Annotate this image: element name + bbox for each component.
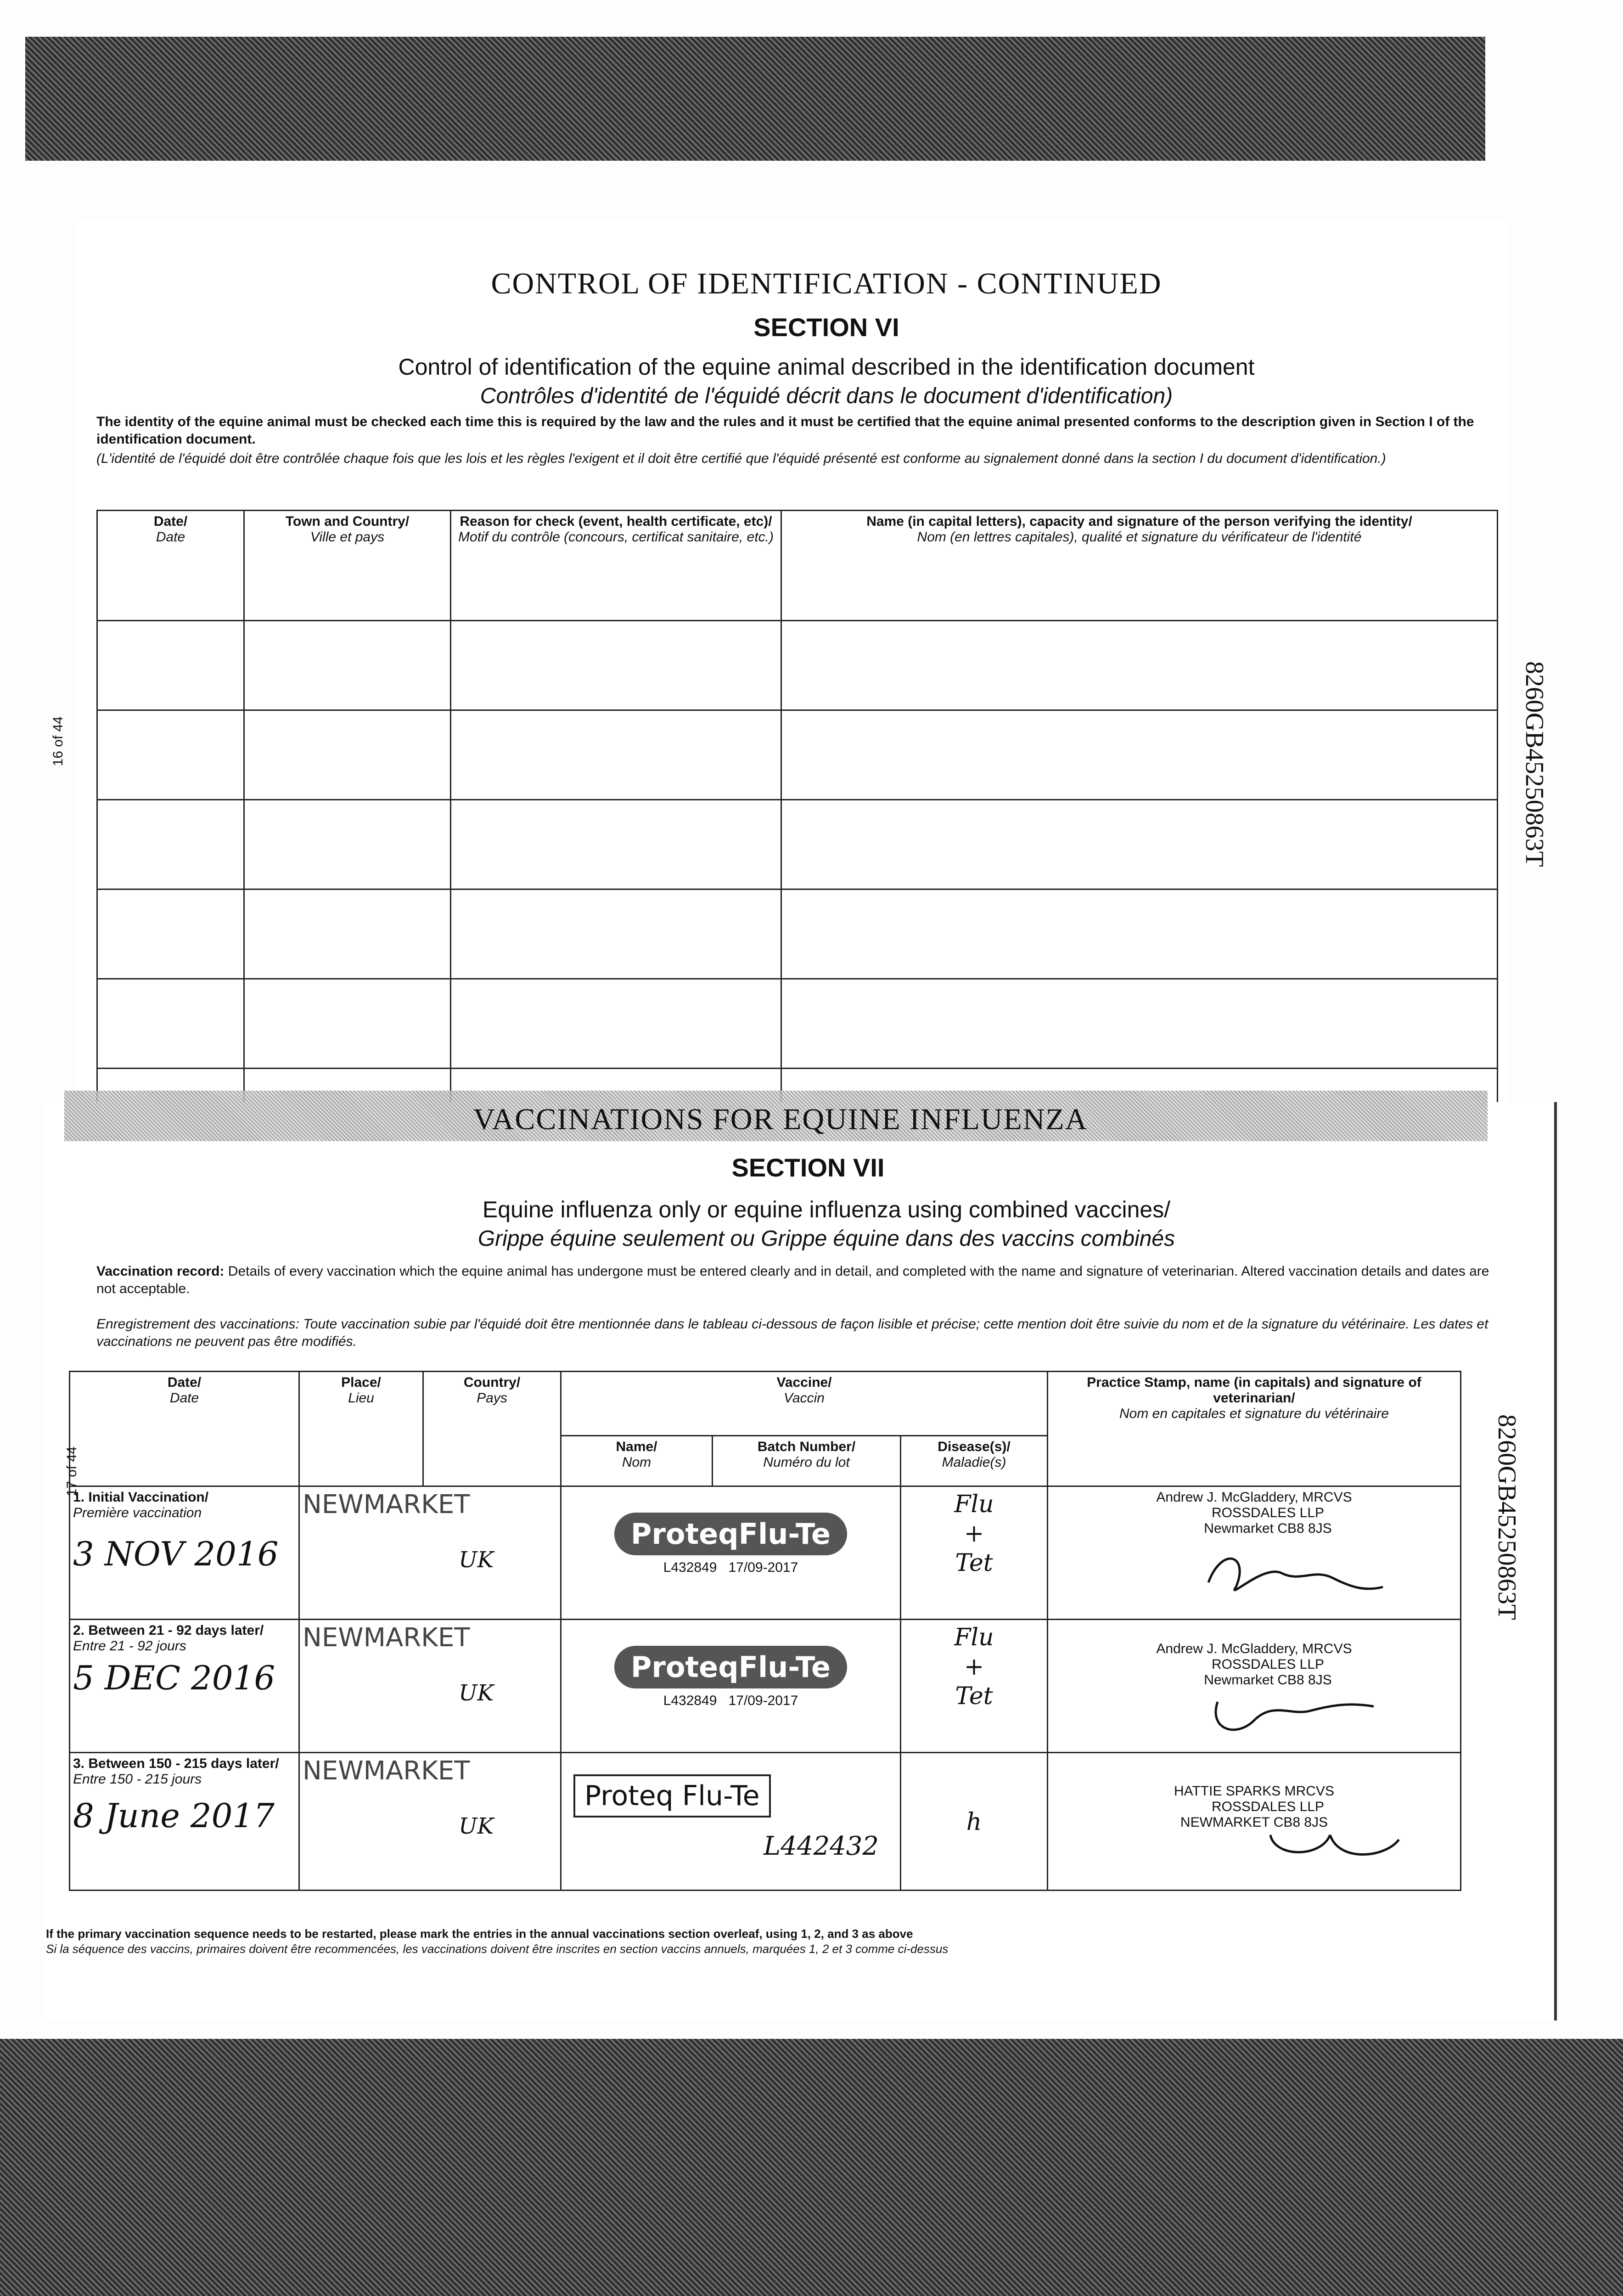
col-town-header: Town and Country/ Ville et pays (244, 511, 451, 621)
section7-record-fr: Enregistrement des vaccinations: Toute vaccination subie par l'équidé doit être mentionnée dans le tableau ci-dessous de façon lisible et précise; cette mention doit être suivie du nom et de la signature du vétérinaire. Les dates et vaccinations ne peuvent pas être modifiés. (96, 1317, 1488, 1349)
vaccine-cell (561, 1753, 901, 1891)
section6-instruction-en: The identity of the equine animal must be checked each time this is required by the law and the rules and it must be certified that the equine animal presented conforms to the description given in Section I of the identification document. (96, 414, 1474, 447)
vaccination-date: 3 NOV 2016 (73, 1535, 279, 1573)
row-label-fr: Entre 21 - 92 jours (73, 1638, 186, 1654)
vet-name: Andrew J. McGladdery, MRCVS (1156, 1490, 1352, 1505)
col-country-header: Country/ Pays (423, 1372, 561, 1486)
section7-subtitle-fr: Grippe équine seulement ou Grippe équine dans des vaccins combinés (477, 1227, 1175, 1251)
vaccine-cell (561, 1486, 901, 1620)
section7-record-en: Vaccination record: Details of every vaccination which the equine animal has undergone must be entered clearly and in detail, and completed with the name and signature of veterinarian. Altered vaccination details and dates are not acceptable. (96, 1264, 1489, 1296)
table-row (70, 1486, 1461, 1620)
country-handwritten: UK (459, 1813, 494, 1839)
table-row (97, 710, 1498, 800)
vet-stamp-cell (1048, 1620, 1461, 1753)
section7-footnote-en: If the primary vaccination sequence needs to be restarted, please mark the entries in the annual vaccinations section overleaf, using 1, 2, and 3 as above (46, 1927, 913, 1941)
vaccine-label-sticker: ProteqFlu-Te (564, 1513, 897, 1555)
col-place-header: Place/ Lieu (299, 1372, 423, 1486)
col-date-header: Date/ Date (97, 511, 244, 621)
section6-header: CONTROL OF IDENTIFICATION - CONTINUED (491, 267, 1162, 300)
row-label: 1. Initial Vaccination/ (73, 1490, 209, 1505)
table-row (97, 621, 1498, 710)
vet-place: NEWMARKET CB8 8JS (1180, 1815, 1328, 1830)
col-batch-header: Batch Number/ Numéro du lot (713, 1436, 901, 1486)
vaccination-date: 8 June 2017 (73, 1796, 275, 1835)
section7-header: VACCINATIONS FOR EQUINE INFLUENZA (473, 1103, 1088, 1136)
col-reason-header: Reason for check (event, health certificate, etc)/ Motif du contrôle (concours, certificat sanitaire, etc.) (451, 511, 781, 621)
vaccine-cell (561, 1620, 901, 1753)
disease-cell: Flu + Tet (901, 1620, 1048, 1753)
table-row (70, 1753, 1461, 1891)
row-label: 2. Between 21 - 92 days later/ (73, 1623, 264, 1638)
page-number-17: 17 of 44 (64, 1446, 79, 1497)
country-handwritten: UK (459, 1547, 494, 1573)
section7-table (69, 1371, 1461, 1891)
place-country-cell (299, 1486, 561, 1620)
vet-name: HATTIE SPARKS MRCVS (1174, 1784, 1334, 1799)
scan-shadow-bottom (0, 2039, 1623, 2296)
vet-place: Newmarket CB8 8JS (1204, 1521, 1332, 1536)
side-reference-code-2: 8260GB45250863T (1493, 1414, 1521, 1620)
vet-stamp-cell (1048, 1486, 1461, 1620)
vet-place: Newmarket CB8 8JS (1204, 1672, 1332, 1688)
place-stamp: NEWMARKET (303, 1490, 470, 1519)
scan-shadow-top (25, 37, 1485, 161)
place-country-cell (299, 1620, 561, 1753)
page-number-16: 16 of 44 (51, 716, 66, 766)
disease-cell: Flu + Tet (901, 1486, 1048, 1620)
signature (1117, 1536, 1392, 1601)
vet-stamp-cell (1048, 1753, 1461, 1891)
section6-table (96, 510, 1498, 1124)
col-vaccine-header: Vaccine/ Vaccin (561, 1372, 1048, 1436)
table-row (97, 979, 1498, 1069)
place-stamp: NEWMARKET (303, 1756, 470, 1786)
section7-label: SECTION VII (731, 1153, 885, 1182)
vet-practice: ROSSDALES LLP (1211, 1799, 1325, 1814)
section6-subtitle-fr: Contrôles d'identité de l'équidé décrit dans le document d'identification) (480, 384, 1173, 408)
row-label-fr: Première vaccination (73, 1505, 202, 1520)
row-label: 3. Between 150 - 215 days later/ (73, 1756, 279, 1771)
col-name-header: Name/ Nom (561, 1436, 713, 1486)
signature (1266, 1830, 1404, 1858)
col-verifier-header: Name (in capital letters), capacity and signature of the person verifying the identity/ Nom (en lettres capitales), qualité et signature du vérificateur de l'identité (781, 511, 1498, 621)
signature (1117, 1688, 1392, 1739)
col-disease-header: Disease(s)/ Maladie(s) (901, 1436, 1048, 1486)
vaccine-label-stamp: Proteq Flu-Te (564, 1774, 897, 1818)
section7-subtitle-en: Equine influenza only or equine influenza using combined vaccines/ (482, 1197, 1171, 1222)
batch-info: L432849 17/09-2017 (663, 1693, 798, 1708)
side-reference-code: 8260GB45250863T (1520, 661, 1549, 867)
section6-label: SECTION VI (753, 313, 899, 342)
table-row (97, 800, 1498, 889)
col-date-header: Date/ Date (70, 1372, 299, 1486)
table-row (70, 1620, 1461, 1753)
country-handwritten: UK (459, 1680, 494, 1706)
batch-handwritten: L442432 (764, 1831, 879, 1861)
batch-info: L432849 17/09-2017 (663, 1560, 798, 1575)
section7-footnote-fr: Si la séquence des vaccins, primaires doivent être recommencées, les vaccinations doivent être inscrites en section vaccins annuels, marquées 1, 2 et 3 comme ci-dessus (46, 1942, 949, 1956)
vaccination-date-cell (70, 1620, 299, 1753)
table-row (97, 889, 1498, 979)
section6-instruction-fr: (L'identité de l'équidé doit être contrôlée chaque fois que les lois et les règles l'exigent et il doit être certifié que l'équidé présenté est conforme au signalement donné dans la section I du document d'identification.) (96, 451, 1386, 466)
place-stamp: NEWMARKET (303, 1623, 470, 1653)
vaccination-date-cell (70, 1486, 299, 1620)
disease-cell: h (901, 1753, 1048, 1891)
vet-name: Andrew J. McGladdery, MRCVS (1156, 1641, 1352, 1656)
vaccine-label-sticker: ProteqFlu-Te (564, 1646, 897, 1688)
row-label-fr: Entre 150 - 215 jours (73, 1772, 202, 1787)
vaccination-date: 5 DEC 2016 (73, 1659, 275, 1697)
vaccination-date-cell (70, 1753, 299, 1891)
vet-practice: ROSSDALES LLP (1211, 1657, 1325, 1672)
col-vet-header: Practice Stamp, name (in capitals) and signature of veterinarian/ Nom en capitales et signature du vétérinaire (1048, 1372, 1461, 1486)
place-country-cell (299, 1753, 561, 1891)
vet-practice: ROSSDALES LLP (1211, 1505, 1325, 1520)
section6-subtitle-en: Control of identification of the equine animal described in the identification document (398, 354, 1255, 380)
